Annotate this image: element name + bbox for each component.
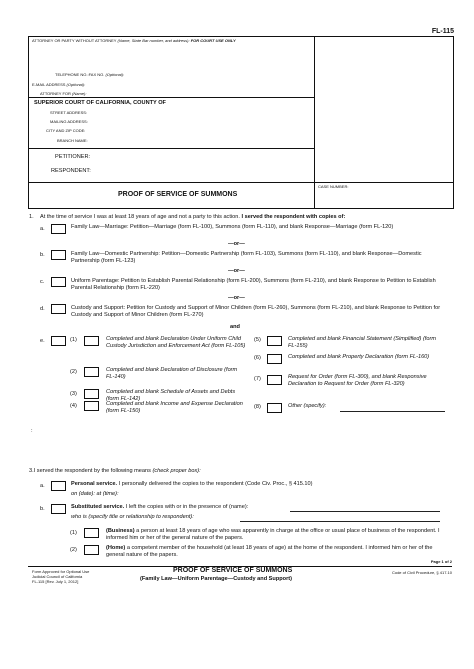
e4-checkbox[interactable] — [84, 401, 99, 411]
e5-checkbox[interactable] — [267, 336, 282, 346]
item1-intro: At the time of service I was at least 18 years of age and not a party to this action. I served the respondent with copies of: — [40, 214, 346, 220]
or-1: —or— — [228, 241, 245, 247]
form-number: FL-115 — [431, 28, 454, 35]
e3-text: Completed and blank Schedule of Assets and Debts (form FL-142) — [106, 389, 236, 402]
stray-colon: : — [31, 428, 33, 434]
item1a-checkbox[interactable] — [51, 224, 66, 234]
city-label: CITY AND ZIP CODE: — [46, 128, 86, 133]
e2-checkbox[interactable] — [84, 367, 99, 377]
document-title: PROOF OF SERVICE OF SUMMONS — [118, 191, 238, 198]
item1-num: 1. — [29, 214, 34, 220]
e8-checkbox[interactable] — [267, 403, 282, 413]
item3a-on-date: on (date): at (time): — [71, 491, 119, 497]
item1c-label: c. — [40, 279, 45, 285]
item1c-text: Uniform Parentage: Petition to Establish Parental Relationship (form FL-200), Summons (form FL-210), and blank Response to Petition to Establish Parental Relationship (form FL-220) — [71, 278, 436, 291]
e6-checkbox[interactable] — [267, 354, 282, 364]
item1d-label: d. — [40, 306, 45, 312]
other-specify-line[interactable] — [340, 411, 445, 412]
e2-num: (2) — [70, 369, 77, 375]
b1-num: (1) — [70, 530, 77, 536]
footer-title: PROOF OF SERVICE OF SUMMONS — [173, 567, 293, 574]
item1b-label: b. — [40, 252, 45, 258]
e1-checkbox[interactable] — [84, 336, 99, 346]
item3b-checkbox[interactable] — [51, 504, 66, 514]
item3b-who: who is (specify title or relationship to respondent): — [71, 514, 194, 520]
e3-num: (3) — [70, 391, 77, 397]
e8-text: Other (specify): — [288, 403, 327, 409]
e1-num: (1) — [70, 337, 77, 343]
item1e-label: e. — [40, 338, 45, 344]
telephone-row: TELEPHONE NO.:FAX NO. (Optional): — [55, 72, 125, 77]
street-label: STREET ADDRESS: — [50, 110, 88, 115]
footer-approval: Form Approved for Optional Use Judicial Council of California FL-115 [Rev. July 1, 2012] — [32, 569, 90, 584]
e1-text: Completed and blank Declaration Under Uniform Child Custody Jurisdiction and Enforcement Act (form FL-105) — [106, 336, 246, 349]
item1b-checkbox[interactable] — [51, 250, 66, 260]
item1a-label: a. — [40, 226, 45, 232]
item1d-text: Custody and Support: Petition for Custody and Support of Minor Children (form FL-260), Summons (form FL-210), and blank Response to Petition for Custody and Support of Minor Children (form FL-270) — [71, 305, 441, 318]
e8-num: (8) — [254, 404, 261, 410]
item1c-checkbox[interactable] — [51, 277, 66, 287]
e2-text: Completed and blank Declaration of Disclosure (form FL-140) — [106, 367, 238, 380]
b2-text: (Home) a competent member of the household (at least 18 years of age) at the home of the respondent. I informed him or her of the general nature of the papers. — [106, 545, 433, 558]
court-title: SUPERIOR COURT OF CALIFORNIA, COUNTY OF — [34, 100, 166, 106]
item3b-label: b. — [40, 506, 45, 512]
e3-checkbox[interactable] — [84, 389, 99, 399]
item3a-text: Personal service. I personally delivered the copies to the respondent (Code Civ. Proc., § 415.10) — [71, 481, 313, 487]
mailing-label: MAILING ADDRESS: — [50, 119, 88, 124]
item3b-text: Substituted service. I left the copies with or in the presence of (name): — [71, 504, 249, 510]
e7-text: Request for Order (form FL-300), and blank Responsive Declaration to Request for Order (form FL-320) — [288, 374, 427, 387]
case-number-label: CASE NUMBER: — [318, 184, 349, 189]
e7-checkbox[interactable] — [267, 375, 282, 385]
caption-box — [28, 36, 454, 209]
relationship-line[interactable] — [240, 521, 440, 522]
e6-text: Completed and blank Property Declaration (form FL-160) — [288, 354, 430, 360]
page-number: Page 1 of 2 — [430, 559, 452, 564]
item3a-label: a. — [40, 483, 45, 489]
email-row: E-MAIL ADDRESS (Optional): — [32, 82, 86, 87]
b2-num: (2) — [70, 547, 77, 553]
substituted-name-line[interactable] — [290, 511, 440, 512]
footer-subtitle: (Family Law—Uniform Parentage—Custody and Support) — [140, 576, 292, 582]
and-label: and — [230, 324, 240, 330]
e6-num: (6) — [254, 355, 261, 361]
item3a-checkbox[interactable] — [51, 481, 66, 491]
e5-text: Completed and blank Financial Statement (Simplified) (form FL-155) — [288, 336, 436, 349]
respondent-label: RESPONDENT: — [51, 168, 91, 174]
item1b-text: Family Law—Domestic Partnership: Petition—Domestic Partnership (form FL-103), Summons (form FL-110), and blank Response—Domestic Partnership (form FL-123) — [71, 251, 422, 264]
item1d-checkbox[interactable] — [51, 304, 66, 314]
item3-intro: 3.I served the respondent by the following means (check proper box): — [29, 468, 201, 474]
e7-num: (7) — [254, 376, 261, 382]
petitioner-label: PETITIONER: — [55, 154, 91, 160]
item1e-checkbox[interactable] — [51, 336, 66, 346]
b1-text: (Business) a person at least 18 years of age who was apparently in charge at the office or usual place of business of the respondent. I informed him or her of the general nature of the papers. — [106, 528, 440, 541]
b1-checkbox[interactable] — [84, 528, 99, 538]
e5-num: (5) — [254, 337, 261, 343]
or-2: —or— — [228, 268, 245, 274]
footer-code: Code of Civil Procedure, § 417.10 — [391, 570, 452, 575]
e4-text: Completed and blank Income and Expense Declaration (form FL-150) — [106, 401, 243, 414]
item1a-text: Family Law—Marriage: Petition—Marriage (form FL-100), Summons (form FL-110), and blank Response—Marriage (form FL-120) — [71, 224, 394, 230]
attorney-label-row: ATTORNEY OR PARTY WITHOUT ATTORNEY (Name, State Bar number, and address): FOR COURT USE ONLY — [32, 38, 236, 43]
or-3: —or— — [228, 295, 245, 301]
e4-num: (4) — [70, 403, 77, 409]
branch-label: BRANCH NAME: — [57, 138, 88, 143]
b2-checkbox[interactable] — [84, 545, 99, 555]
attorney-for-row: ATTORNEY FOR (Name): — [40, 91, 87, 96]
